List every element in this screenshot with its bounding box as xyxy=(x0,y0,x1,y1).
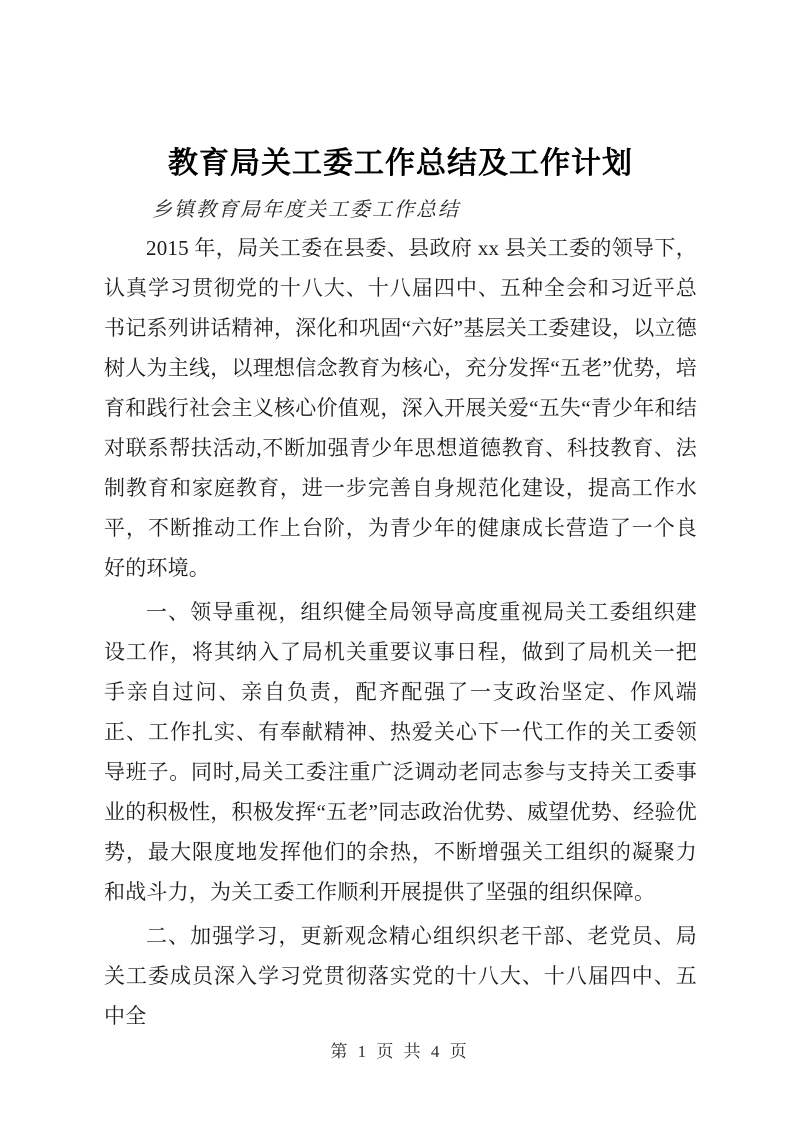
page-number-footer: 第 1 页 共 4 页 xyxy=(330,1042,470,1061)
document-subtitle: 乡镇教育局年度关工委工作总结 xyxy=(152,199,460,221)
paragraph-section-two: 二、加强学习，更新观念精心组织织老干部、老党员、局关工委成员深入学习党贯彻落实党的十八大、十八届四中、五中全 xyxy=(104,924,697,1028)
paragraph-introduction: 2015 年，局关工委在县委、县政府 xx 县关工委的领导下，认真学习贯彻党的十八大、十八届四中、五种全会和习近平总书记系列讲话精神，深化和巩固“六好”基层关工委建设，以立德树人为主线，以理想信念教育为核心，充分发挥“五老”优势，培育和践行社会主义核心价值观，深入开展关爱“五失“青少年和结对联系帮扶活动,不断加强青少年思想道德教育、科技教育、法制教育和家庭教育，进一步完善自身规范化建设，提高工作水平，不断推动工作上台阶，为青少年的健康成长营造了一个良好的环境。 xyxy=(104,236,697,580)
paragraph-section-one: 一、领导重视，组织健全局领导高度重视局关工委组织建设工作，将其纳入了局机关重要议事日程，做到了局机关一把手亲自过问、亲自负责，配齐配强了一支政治坚定、作风端正、工作扎实、有奉献精神、热爱关心下一代工作的关工委领导班子。同时,局关工委注重广泛调动老同志参与支持关工委事业的积极性，积极发挥“五老”同志政治优势、威望优势、经验优势，最大限度地发挥他们的余热，不断增强关工组织的凝聚力和战斗力，为关工委工作顺利开展提供了坚强的组织保障。 xyxy=(104,600,697,904)
document-title: 教育局关工委工作总结及工作计划 xyxy=(168,147,633,180)
